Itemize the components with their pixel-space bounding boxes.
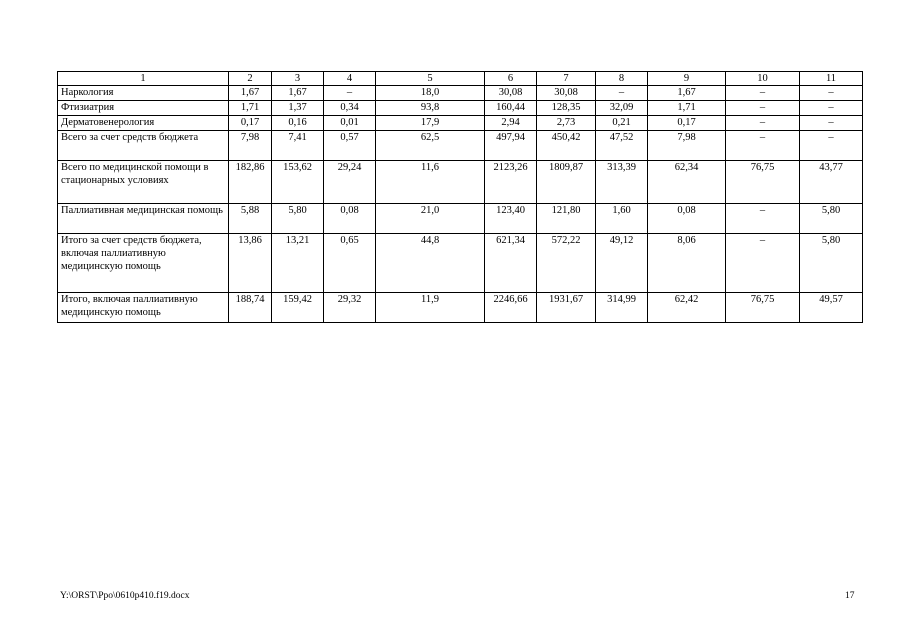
value-cell: 11,6 <box>376 161 485 204</box>
table-row <box>58 204 863 234</box>
value-cell: 62,5 <box>376 131 485 161</box>
value-cell: 0,34 <box>324 101 376 116</box>
value-cell: 314,99 <box>596 293 648 323</box>
value-cell: 0,08 <box>648 204 726 234</box>
value-cell: 1,71 <box>648 101 726 116</box>
header-cell: 1 <box>58 72 229 86</box>
value-cell: 0,01 <box>324 116 376 131</box>
value-cell: 182,86 <box>229 161 272 204</box>
value-cell: – <box>726 101 800 116</box>
value-cell: 5,80 <box>800 234 863 293</box>
table-row <box>58 116 863 131</box>
value-cell: – <box>800 86 863 101</box>
row-label: Фтизиатрия <box>58 101 229 116</box>
value-cell: 2123,26 <box>485 161 537 204</box>
value-cell: 13,86 <box>229 234 272 293</box>
value-cell: 2,94 <box>485 116 537 131</box>
value-cell: 17,9 <box>376 116 485 131</box>
header-cell: 5 <box>376 72 485 86</box>
table-row <box>58 101 863 116</box>
value-cell: 62,42 <box>648 293 726 323</box>
value-cell: 76,75 <box>726 293 800 323</box>
table-row <box>58 161 863 204</box>
value-cell: 2246,66 <box>485 293 537 323</box>
value-cell: 450,42 <box>537 131 596 161</box>
value-cell: – <box>800 116 863 131</box>
value-cell: 1,71 <box>229 101 272 116</box>
value-cell: 5,80 <box>800 204 863 234</box>
value-cell: 43,77 <box>800 161 863 204</box>
header-cell: 6 <box>485 72 537 86</box>
header-cell: 11 <box>800 72 863 86</box>
row-label: Всего по медицинской помощи в стационарных условиях <box>58 161 229 204</box>
header-cell: 4 <box>324 72 376 86</box>
value-cell: – <box>726 131 800 161</box>
value-cell: 188,74 <box>229 293 272 323</box>
header-cell: 8 <box>596 72 648 86</box>
value-cell: 153,62 <box>272 161 324 204</box>
value-cell: 7,41 <box>272 131 324 161</box>
value-cell: 76,75 <box>726 161 800 204</box>
value-cell: 13,21 <box>272 234 324 293</box>
data-table <box>57 71 863 323</box>
value-cell: – <box>800 101 863 116</box>
header-cell: 7 <box>537 72 596 86</box>
value-cell: 30,08 <box>537 86 596 101</box>
value-cell: 8,06 <box>648 234 726 293</box>
value-cell: 313,39 <box>596 161 648 204</box>
value-cell: – <box>726 204 800 234</box>
value-cell: 1,60 <box>596 204 648 234</box>
row-label: Итого, включая паллиативную медицинскую помощь <box>58 293 229 323</box>
value-cell: 1,67 <box>229 86 272 101</box>
value-cell: 0,16 <box>272 116 324 131</box>
value-cell: 0,21 <box>596 116 648 131</box>
value-cell: 1809,87 <box>537 161 596 204</box>
value-cell: 0,65 <box>324 234 376 293</box>
value-cell: 7,98 <box>648 131 726 161</box>
value-cell: 0,17 <box>229 116 272 131</box>
value-cell: 21,0 <box>376 204 485 234</box>
value-cell: – <box>324 86 376 101</box>
value-cell: 18,0 <box>376 86 485 101</box>
value-cell: 47,52 <box>596 131 648 161</box>
value-cell: 0,08 <box>324 204 376 234</box>
value-cell: 497,94 <box>485 131 537 161</box>
header-cell: 9 <box>648 72 726 86</box>
value-cell: 7,98 <box>229 131 272 161</box>
header-cell: 2 <box>229 72 272 86</box>
table-row <box>58 234 863 293</box>
value-cell: 2,73 <box>537 116 596 131</box>
value-cell: – <box>726 86 800 101</box>
value-cell: – <box>800 131 863 161</box>
value-cell: 29,24 <box>324 161 376 204</box>
value-cell: 1,37 <box>272 101 324 116</box>
value-cell: 621,34 <box>485 234 537 293</box>
value-cell: 1,67 <box>272 86 324 101</box>
value-cell: 0,57 <box>324 131 376 161</box>
value-cell: 572,22 <box>537 234 596 293</box>
value-cell: 1,67 <box>648 86 726 101</box>
value-cell: 62,34 <box>648 161 726 204</box>
table-row <box>58 293 863 323</box>
header-cell: 3 <box>272 72 324 86</box>
value-cell: 5,88 <box>229 204 272 234</box>
footer-file-path: Y:\ORST\Ppo\0610p410.f19.docx <box>60 591 190 601</box>
value-cell: 30,08 <box>485 86 537 101</box>
row-label: Паллиативная медицинская помощь <box>58 204 229 234</box>
value-cell: 49,12 <box>596 234 648 293</box>
value-cell: 29,32 <box>324 293 376 323</box>
value-cell: 5,80 <box>272 204 324 234</box>
value-cell: 1931,67 <box>537 293 596 323</box>
value-cell: 121,80 <box>537 204 596 234</box>
row-label: Всего за счет средств бюджета <box>58 131 229 161</box>
row-label: Наркология <box>58 86 229 101</box>
value-cell: 159,42 <box>272 293 324 323</box>
value-cell: – <box>596 86 648 101</box>
value-cell: – <box>726 234 800 293</box>
page-number: 17 <box>845 591 855 601</box>
value-cell: 160,44 <box>485 101 537 116</box>
value-cell: 128,35 <box>537 101 596 116</box>
header-row <box>58 72 863 86</box>
value-cell: 11,9 <box>376 293 485 323</box>
value-cell: 93,8 <box>376 101 485 116</box>
table-row <box>58 131 863 161</box>
row-label: Итого за счет средств бюджета, включая паллиативную медицинскую помощь <box>58 234 229 293</box>
table-row <box>58 86 863 101</box>
value-cell: 49,57 <box>800 293 863 323</box>
row-label: Дерматовенерология <box>58 116 229 131</box>
value-cell: 32,09 <box>596 101 648 116</box>
value-cell: 44,8 <box>376 234 485 293</box>
header-cell: 10 <box>726 72 800 86</box>
value-cell: – <box>726 116 800 131</box>
value-cell: 123,40 <box>485 204 537 234</box>
value-cell: 0,17 <box>648 116 726 131</box>
table-body <box>58 72 863 323</box>
